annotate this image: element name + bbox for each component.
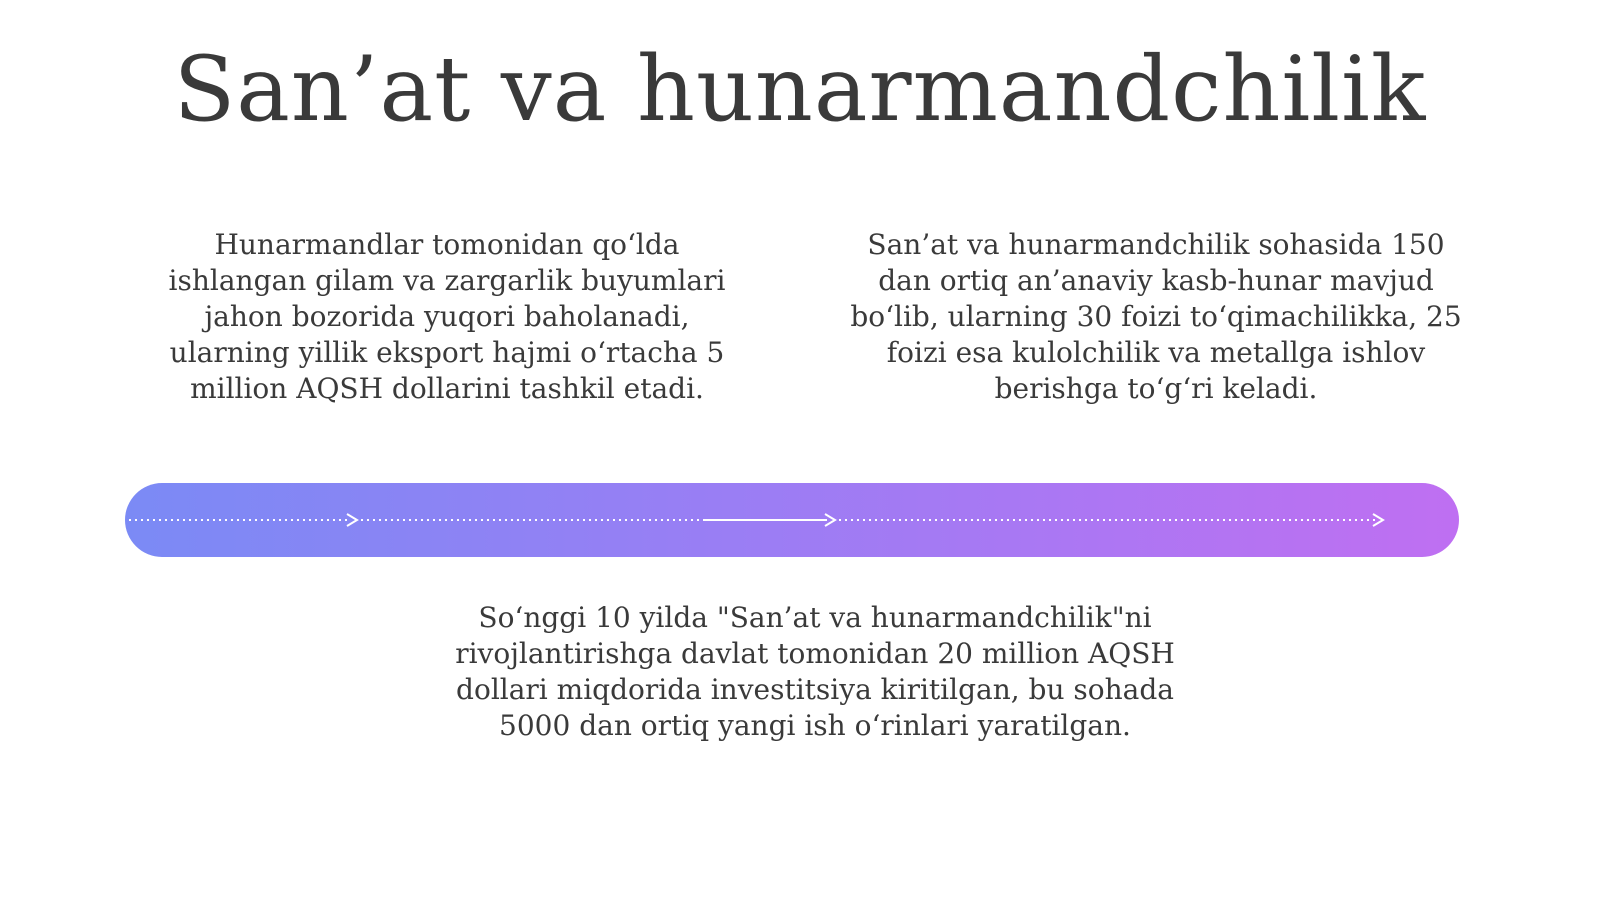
slide-title: San’at va hunarmandchilik <box>173 37 1427 142</box>
text-block-right: San’at va hunarmandchilik sohasida 150 dan ortiq an’anaviy kasb-hunar mavjud bo‘lib, ularning 30 foizi to‘qimachilikka, 25 foizi esa kulolchilik va metallga ishlov berishga to‘g‘ri keladi. <box>850 228 1462 405</box>
text-block-bottom: So‘nggi 10 yilda "San’at va hunarmandchilik"ni rivojlantirishga davlat tomonidan 20 million AQSH dollari miqdorida investitsiya kiritilgan, bu sohada 5000 dan ortiq yangi ish o‘rinlari yaratilgan. <box>455 601 1175 742</box>
text-block-left: Hunarmandlar tomonidan qo‘lda ishlangan gilam va zargarlik buyumlari jahon bozorida yuqori baholanadi, ularning yillik eksport hajmi o‘rtacha 5 million AQSH dollarini tashkil etadi. <box>168 228 726 405</box>
arrow-head-icon <box>347 514 357 526</box>
timeline-arrows <box>125 483 1459 557</box>
timeline-bar <box>125 483 1459 557</box>
